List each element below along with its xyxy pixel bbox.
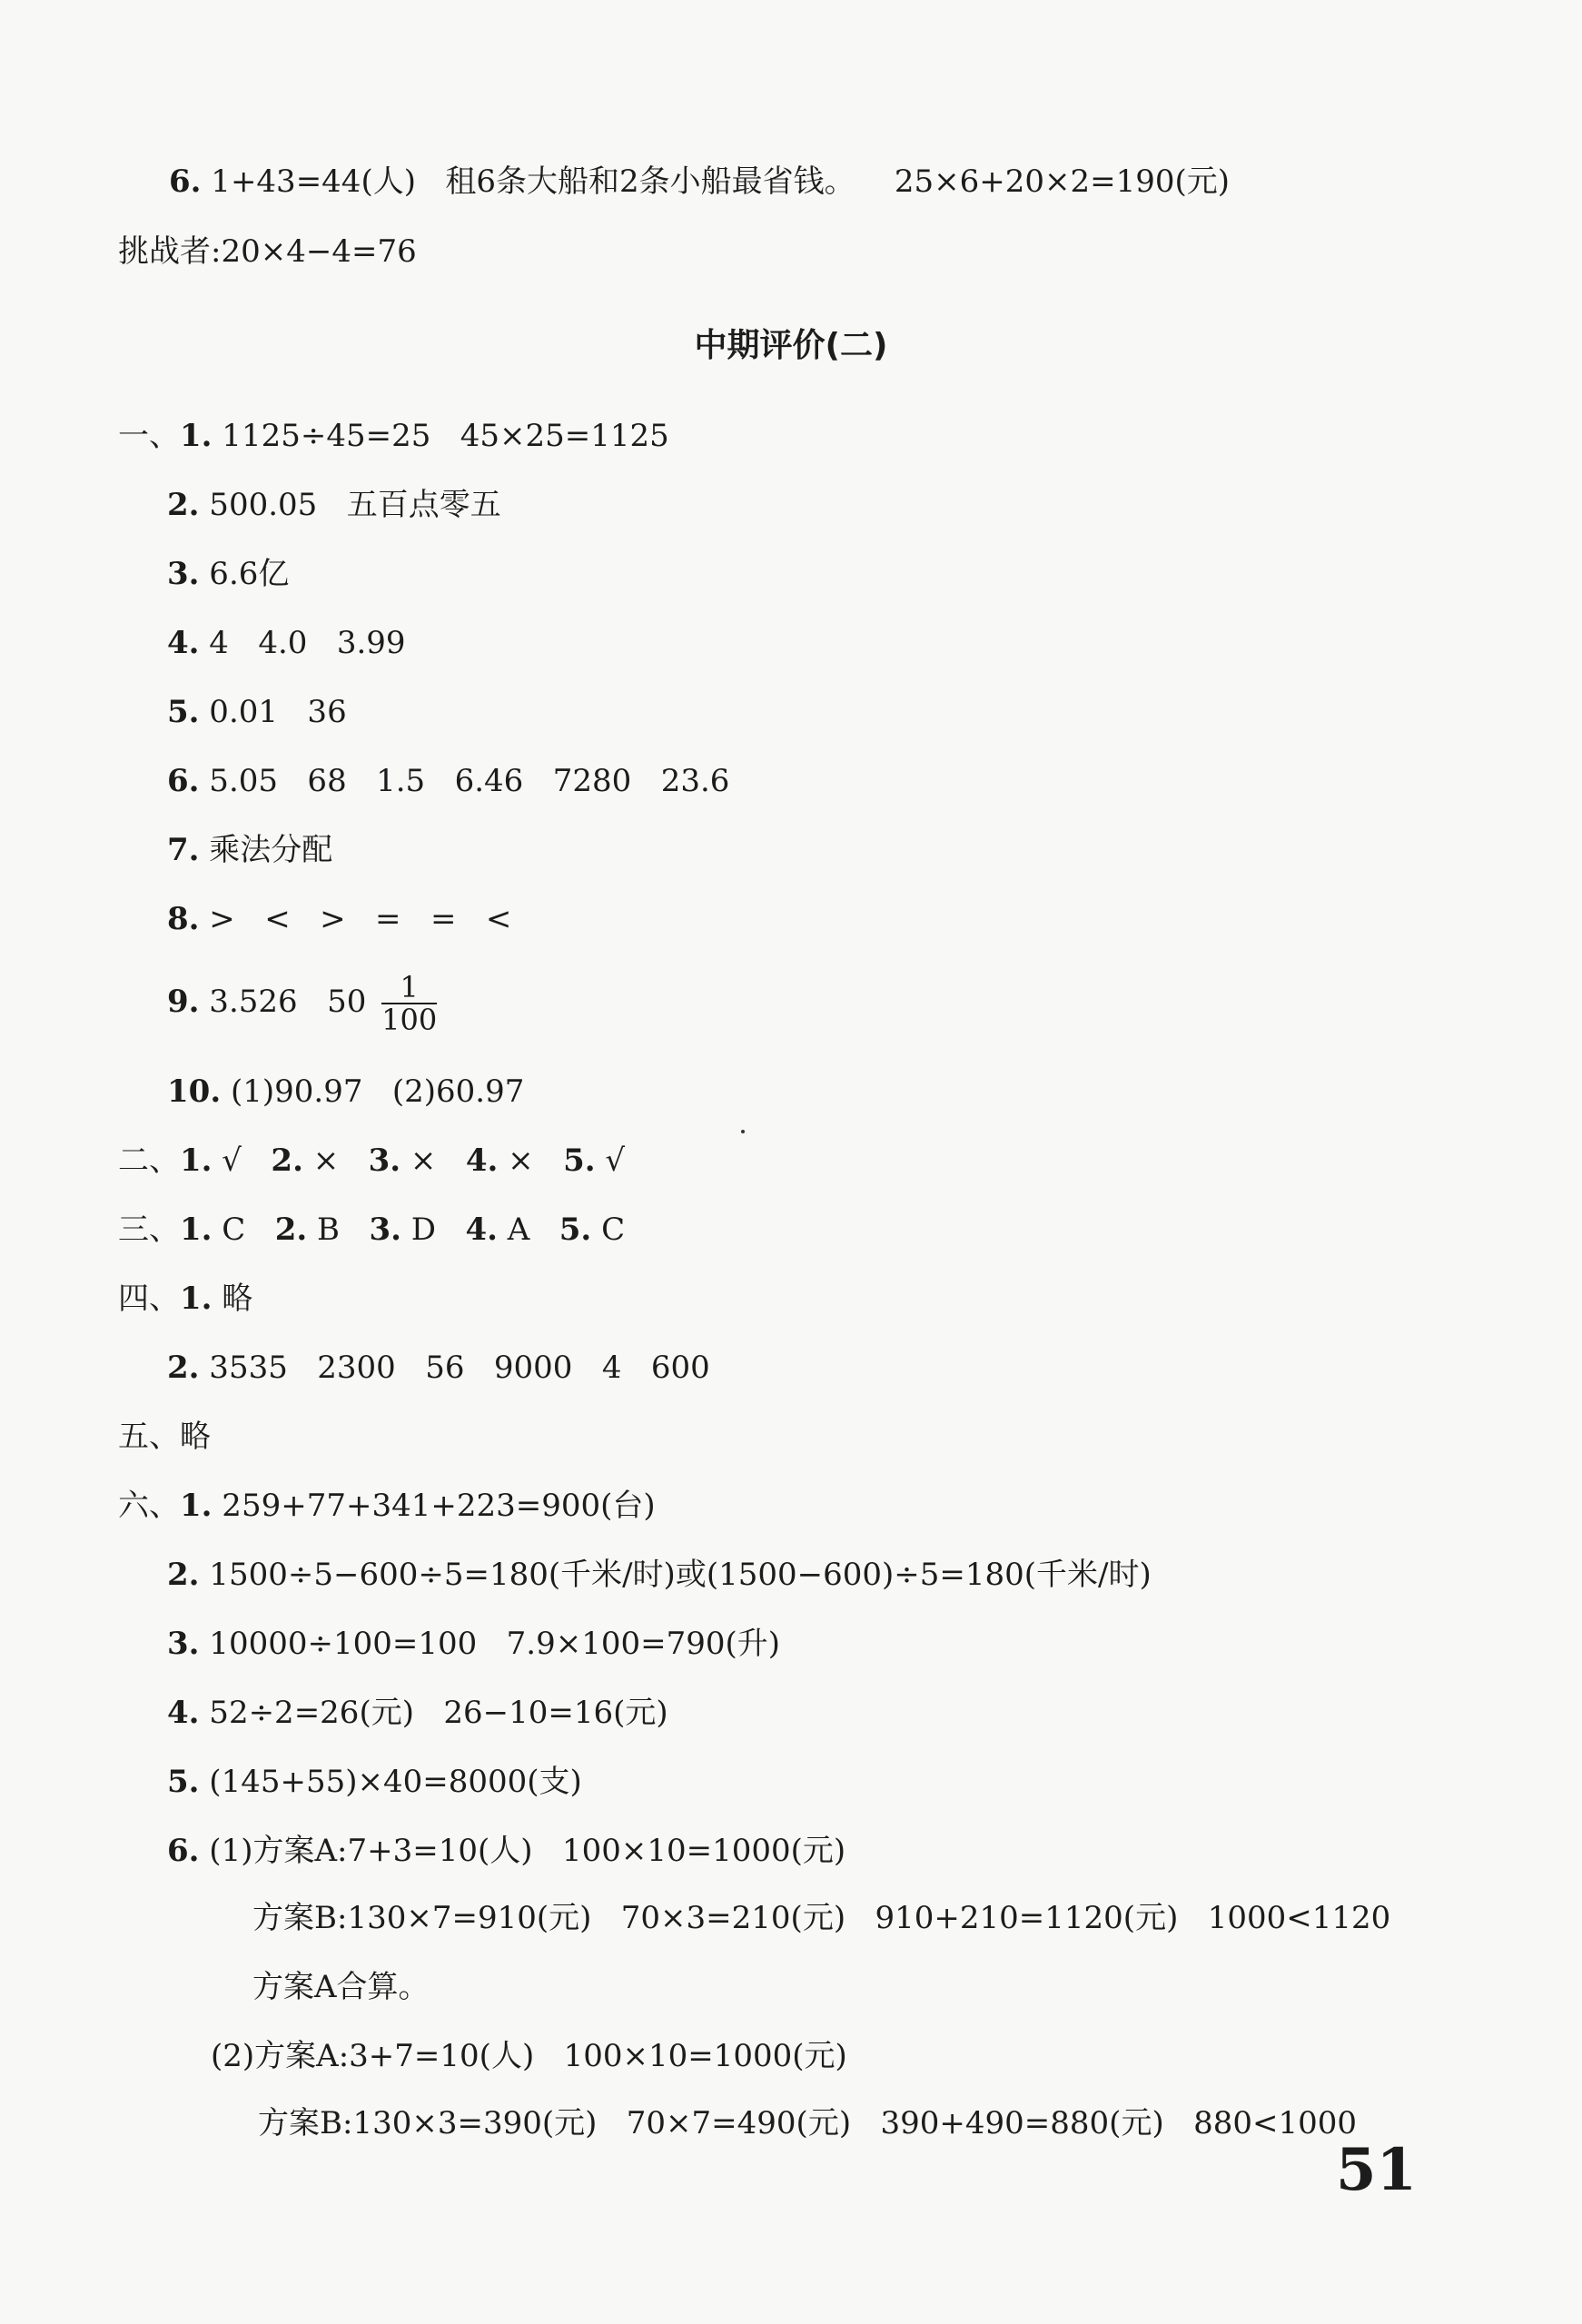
answer-line: [211, 2036, 847, 2076]
answer-line: [167, 1555, 1152, 1595]
answer-line: [167, 485, 501, 525]
answer-text: 挑战者:20×4−4=76: [118, 233, 417, 270]
item-number: 3.: [167, 556, 200, 592]
answer-text: 5.05 68 1.5 6.46 7280 23.6: [199, 763, 730, 799]
answer-text: 1125÷45=25 45×25=1125: [212, 418, 669, 454]
item-number: 2.: [274, 1211, 308, 1248]
answer-line: [167, 623, 406, 663]
answer-text: 1+43=44(人) 租6条大船和2条小船最省钱。 25×6+20×2=190(元): [201, 163, 1231, 200]
answer-line: [118, 1417, 211, 1457]
answer-text: 3.526 50: [199, 984, 377, 1020]
item-number: 4.: [465, 1142, 499, 1179]
answer-text: 方案B:130×3=390(元) 70×7=490(元) 390+490=880(元) 880<1000: [258, 2105, 1358, 2141]
item-number: 5.: [167, 1764, 200, 1800]
item-number: 1.: [180, 418, 213, 454]
item-number: 6.: [169, 163, 202, 200]
answer-line: [118, 416, 669, 456]
answer-line: [118, 1486, 656, 1526]
fraction: [381, 972, 437, 1035]
answer-text: √: [595, 1142, 626, 1179]
answer-text: ×: [400, 1142, 466, 1179]
answer-text: 500.05 五百点零五: [199, 487, 501, 523]
answer-line: [252, 1898, 1390, 1938]
item-number: 5.: [559, 1211, 592, 1248]
answer-text: (1)90.97 (2)60.97: [221, 1073, 525, 1110]
answer-line: [167, 692, 347, 732]
answer-text: (1)方案A:7+3=10(人) 100×10=1000(元): [199, 1833, 846, 1869]
answer-line: [252, 1967, 430, 2007]
page-number: 51: [1335, 2136, 1417, 2204]
answer-text: 0.01 36: [199, 694, 347, 730]
answer-text: (2)方案A:3+7=10(人) 100×10=1000(元): [211, 2038, 847, 2074]
answer-line: [167, 1831, 845, 1871]
answer-line: [167, 1348, 710, 1388]
answer-text: C: [591, 1211, 626, 1248]
answer-line-section-3: [118, 1210, 625, 1250]
item-number: 4.: [465, 1211, 498, 1248]
item-number: 5.: [167, 694, 200, 730]
answer-line: [167, 761, 729, 801]
item-number: 2.: [167, 487, 200, 523]
answer-text: (145+55)×40=8000(支): [199, 1764, 582, 1800]
item-number: 4.: [167, 625, 200, 661]
item-number: 7.: [167, 832, 200, 868]
answer-text: A: [497, 1211, 559, 1248]
item-number: 10.: [167, 1073, 222, 1110]
section-title: 中期评价(二): [694, 327, 888, 364]
answer-line: [167, 554, 289, 594]
item-number: 2.: [271, 1142, 303, 1179]
answer-text: > < > = = <: [199, 901, 512, 937]
answer-text: 10000÷100=100 7.9×100=790(升): [199, 1626, 781, 1662]
answer-text: 3535 2300 56 9000 4 600: [199, 1350, 710, 1386]
item-number: 5.: [563, 1142, 596, 1179]
answer-line-6-top: [169, 162, 1230, 202]
section-prefix: 三、: [118, 1211, 180, 1248]
item-number: 8.: [167, 901, 200, 937]
answer-line: [167, 899, 511, 939]
fraction-denominator: 100: [381, 1003, 438, 1037]
answer-text: √: [212, 1142, 272, 1179]
item-number: 1.: [180, 1211, 213, 1248]
item-number: 2.: [167, 1350, 200, 1386]
item-number: 3.: [167, 1626, 200, 1662]
item-number: 6.: [167, 1833, 200, 1869]
answer-text: 6.6亿: [199, 556, 290, 592]
answer-line: [167, 970, 437, 1035]
item-number: 2.: [167, 1557, 200, 1593]
challenge-line: [118, 232, 417, 272]
answer-line: [167, 1624, 780, 1664]
item-number: 3.: [369, 1211, 401, 1248]
fraction-numerator: 1: [381, 972, 437, 1004]
answer-text: C: [212, 1211, 275, 1248]
answer-text: 259+77+341+223=900(台): [212, 1488, 656, 1524]
item-number: 6.: [167, 763, 200, 799]
item-number: 4.: [167, 1695, 200, 1731]
answer-text: 4 4.0 3.99: [199, 625, 406, 661]
item-number: 3.: [368, 1142, 401, 1179]
section-prefix: 四、: [118, 1281, 180, 1317]
item-number: 1.: [180, 1142, 213, 1179]
answer-line: [167, 1072, 524, 1112]
answer-line-section-2: [118, 1141, 625, 1181]
answer-line: [167, 1693, 668, 1733]
answer-text: 略: [212, 1281, 253, 1317]
answer-line: [167, 830, 332, 870]
answer-text: B: [307, 1211, 370, 1248]
answer-line: [118, 1279, 252, 1319]
section-prefix: 二、: [118, 1142, 180, 1179]
answer-text: 方案B:130×7=910(元) 70×3=210(元) 910+210=1120(元) 1000<1120: [252, 1900, 1391, 1936]
item-number: 9.: [167, 984, 200, 1020]
answer-text: 五、略: [118, 1419, 211, 1455]
item-number: 1.: [180, 1488, 213, 1524]
item-number: 1.: [180, 1281, 213, 1317]
section-prefix: 六、: [118, 1488, 180, 1524]
answer-text: 乘法分配: [199, 832, 333, 868]
answer-line: [167, 1762, 582, 1802]
answer-text: 1500÷5−600÷5=180(千米/时)或(1500−600)÷5=180(千米/时): [199, 1557, 1152, 1593]
answer-text: ×: [302, 1142, 369, 1179]
answer-text: 52÷2=26(元) 26−10=16(元): [199, 1695, 668, 1731]
answer-text: D: [400, 1211, 466, 1248]
answer-text: 方案A合算。: [252, 1969, 430, 2005]
answer-text: ×: [498, 1142, 564, 1179]
answer-line: [258, 2103, 1357, 2143]
section-prefix: 一、: [118, 418, 180, 454]
stray-dot: [741, 1130, 745, 1133]
